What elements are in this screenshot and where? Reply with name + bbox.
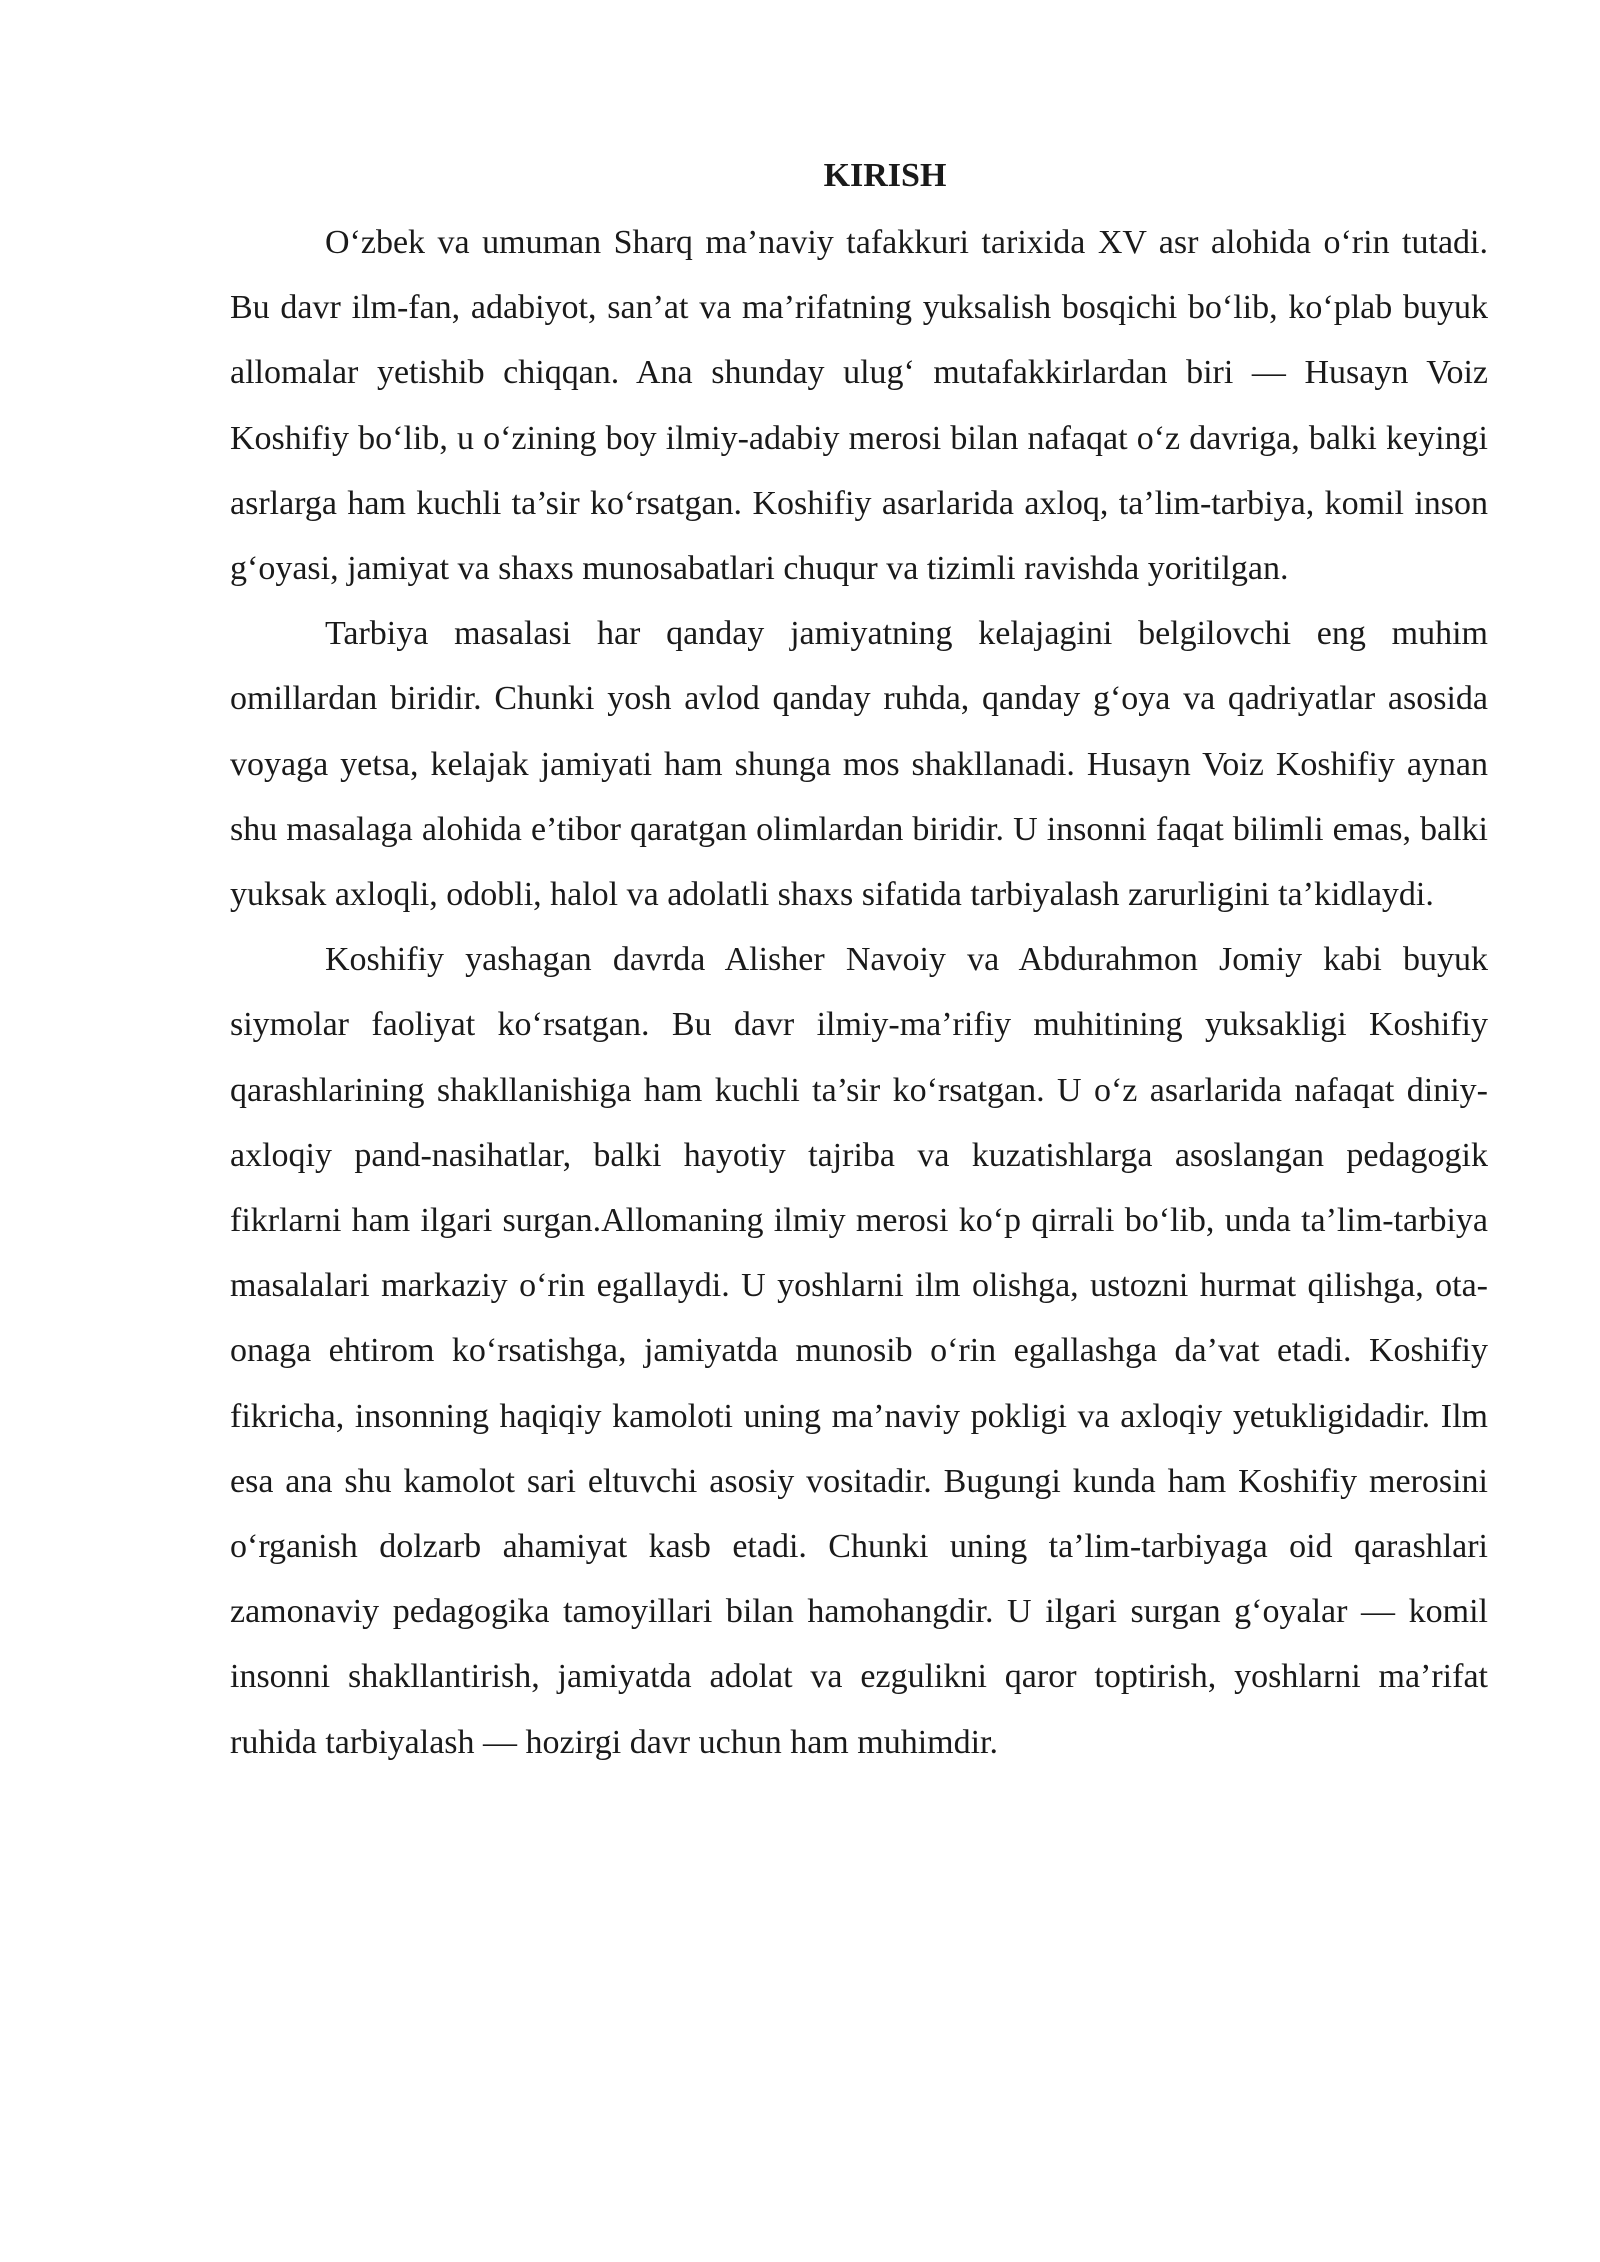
- paragraph-1: O‘zbek va umuman Sharq ma’naviy tafakkuri tarixida XV asr alohida o‘rin tutadi. Bu davr ilm-fan, adabiyot, san’at va ma’rifatning yuksalish bosqichi bo‘lib, ko‘plab buyuk allomalar yetishib chiqqan. Ana shunday ulug‘ mutafakkirlardan biri — Husayn Voiz Koshifiy bo‘lib, u o‘zining boy ilmiy-adabiy merosi bilan nafaqat o‘z davriga, balki keyingi asrlarga ham kuchli ta’sir ko‘rsatgan. Koshifiy asarlarida axloq, ta’lim-tarbiya, komil inson g‘oyasi, jamiyat va shaxs munosabatlari chuqur va tizimli ravishda yoritilgan.: [230, 224, 1488, 588]
- paragraph-3: Koshifiy yashagan davrda Alisher Navoiy va Abdurahmon Jomiy kabi buyuk siymolar faoliyat ko‘rsatgan. Bu davr ilmiy-ma’rifiy muhitining yuksakligi Koshifiy qarashlarining shakllanishiga ham kuchli ta’sir ko‘rsatgan. U o‘z asarlarida nafaqat diniy-axloqiy pand-nasihatlar, balki hayotiy tajriba va kuzatishlarga asoslangan pedagogik fikrlarni ham ilgari surgan.Allomaning ilmiy merosi ko‘p qirrali bo‘lib, unda ta’lim-tarbiya masalalari markaziy o‘rin egallaydi. U yoshlarni ilm olishga, ustozni hurmat qilishga, ota-onaga ehtirom ko‘rsatishga, jamiyatda munosib o‘rin egallashga da’vat etadi. Koshifiy fikricha, insonning haqiqiy kamoloti uning ma’naviy pokligi va axloqiy yetukligidadir. Ilm esa ana shu kamolot sari eltuvchi asosiy vositadir. Bugungi kunda ham Koshifiy merosini o‘rganish dolzarb ahamiyat kasb etadi. Chunki uning ta’lim-tarbiyaga oid qarashlari zamonaviy pedagogika tamoyillari bilan hamohangdir. U ilgari surgan g‘oyalar — komil insonni shakllantirish, jamiyatda adolat va ezgulikni qaror toptirish, yoshlarni ma’rifat ruhida tarbiyalash — hozirgi davr uchun ham muhimdir.: [230, 941, 1488, 1761]
- paragraph-2: Tarbiya masalasi har qanday jamiyatning kelajagini belgilovchi eng muhim omillardan biridir. Chunki yosh avlod qanday ruhda, qanday g‘oya va qadriyatlar asosida voyaga yetsa, kelajak jamiyati ham shunga mos shakllanadi. Husayn Voiz Koshifiy aynan shu masalaga alohida e’tibor qaratgan olimlardan biridir. U insonni faqat bilimli emas, balki yuksak axloqli, odobli, halol va adolatli shaxs sifatida tarbiyalash zarurligini ta’kidlaydi.: [230, 615, 1488, 914]
- document-body: [230, 148, 1488, 1775]
- section-heading: KIRISH: [823, 157, 947, 194]
